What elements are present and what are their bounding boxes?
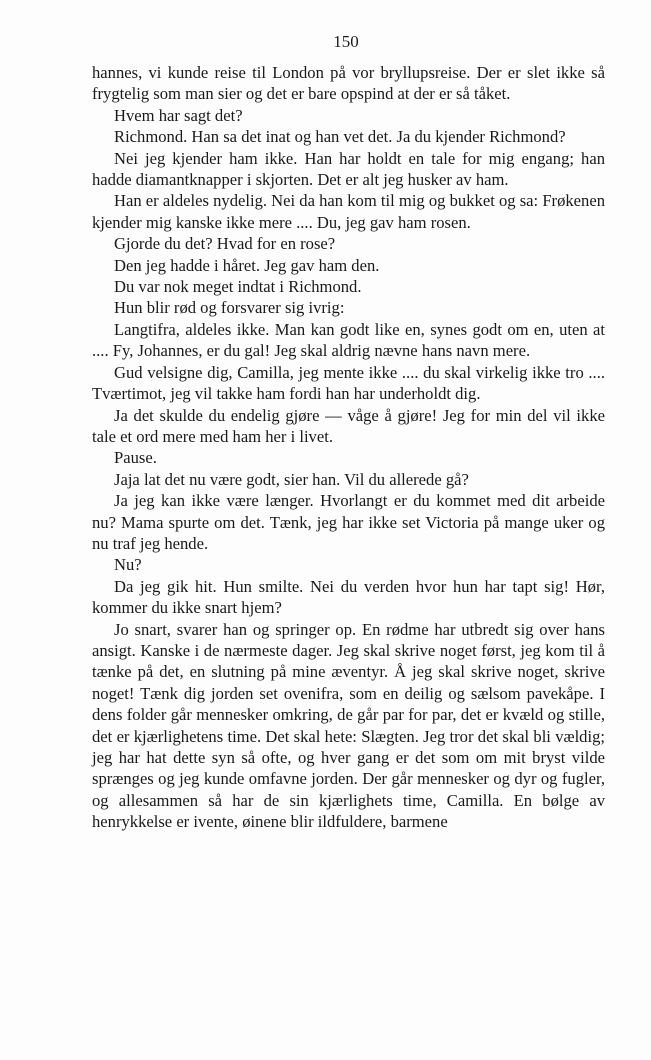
paragraph: Langtifra, aldeles ikke. Man kan godt like en, synes godt om en, uten at .... Fy, Johannes, er du gal! Jeg skal aldrig nævne hans navn mere. [92, 319, 605, 361]
paragraph: Da jeg gik hit. Hun smilte. Nei du verden hvor hun har tapt sig! Hør, kommer du ikke snart hjem? [92, 576, 605, 618]
paragraph: Hun blir rød og forsvarer sig ivrig: [114, 298, 345, 318]
paragraph: Nu? [114, 555, 142, 575]
body-text [92, 62, 605, 833]
paragraph: Nei jeg kjender ham ikke. Han har holdt en tale for mig engang; han hadde diamantknapper i skjorten. Det er alt jeg husker av ham. [92, 148, 605, 190]
paragraph: Jaja lat det nu være godt, sier han. Vil du allerede gå? [114, 469, 469, 489]
paragraph: Gud velsigne dig, Camilla, jeg mente ikke .... du skal virkelig ikke tro .... Tværtimot, jeg vil takke ham fordi han har underholdt dig. [92, 362, 605, 404]
paragraph: Hvem har sagt det? [114, 105, 243, 125]
paragraph: Pause. [114, 448, 157, 468]
paragraph: Gjorde du det? Hvad for en rose? [114, 234, 336, 254]
paragraph: Ja det skulde du endelig gjøre — våge å gjøre! Jeg for min del vil ikke tale et ord mere med ham her i livet. [92, 405, 605, 446]
paragraph: Richmond. Han sa det inat og han vet det. Ja du kjender Richmond? [114, 127, 566, 147]
paragraph: Han er aldeles nydelig. Nei da han kom til mig og bukket og sa: Frøkenen kjender mig kanske ikke mere .... Du, jeg gav ham rosen. [92, 191, 605, 232]
paragraph: Jo snart, svarer han og springer op. En rødme har utbredt sig over hans ansigt. Kanske i de nærmeste dager. Jeg skal skrive noget først, jeg kom til å tænke på det, en slutning på mine æventyr. Å jeg skal skrive noget, skrive noget! Tænk dig jorden set ovenifra, som en deilig og sælsom pavekåpe. I dens folder går mennesker omkring, de går par for par, det er kvæld og stille, det er kjærlighetens time. Det skal hete: Slægten. Jeg tror det skal bli vældig; jeg har hat dette syn så ofte, og hver gang er det som om mit bryst vilde sprænges og jeg kunde omfavne jorden. Der går mennesker og dyr og fugler, og allesammen så har de sin kjærlighets time, Camilla. En bølge av henrykkelse er ivente, øinene blir ildfuldere, barmene [92, 619, 605, 832]
paragraph: Ja jeg kan ikke være længer. Hvorlangt er du kommet med dit arbeide nu? Mama spurte om det. Tænk, jeg har ikke set Victoria på mange uker og nu traf jeg hende. [92, 491, 605, 553]
paragraph-continuation: hannes, vi kunde reise til London på vor bryllupsreise. Der er slet ikke så frygtelig som man sier og det er bare opspind at der er så tåket. [92, 63, 605, 104]
page-number: 150 [333, 32, 359, 51]
paragraph: Du var nok meget indtat i Richmond. [114, 277, 362, 297]
paragraph: Den jeg hadde i håret. Jeg gav ham den. [114, 255, 380, 275]
